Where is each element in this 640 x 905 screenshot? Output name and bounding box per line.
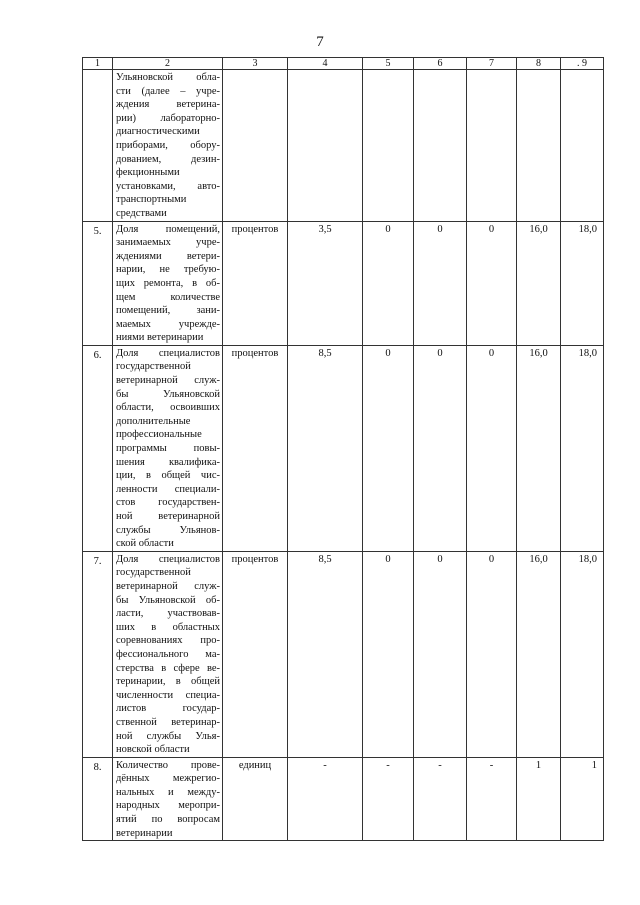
indicator-text-line: занимаемых учре- bbox=[116, 237, 220, 249]
unit-cell bbox=[223, 70, 288, 222]
indicator-text-line: помещений, зани- bbox=[116, 305, 220, 317]
indicator-name-cell bbox=[113, 551, 223, 757]
indicator-text-line: ции, в общей чис- bbox=[116, 470, 220, 482]
indicator-text-line: щем количестве bbox=[116, 291, 220, 303]
indicator-text-line: новской области bbox=[116, 744, 190, 756]
indicator-text-line: транспортными bbox=[116, 194, 187, 206]
table-row bbox=[83, 551, 604, 757]
value-col9-cell: 18,0 bbox=[561, 551, 604, 757]
indicator-text-line: ной ветеринарной bbox=[116, 511, 220, 522]
indicator-text-line: Доля специалистов bbox=[116, 347, 220, 359]
indicator-text-line: дённых межрегио- bbox=[116, 773, 220, 785]
indicator-text-line: установками, авто- bbox=[116, 180, 220, 192]
indicator-text-line: диагностическими bbox=[116, 126, 200, 138]
indicator-text-line: нальных и между- bbox=[116, 786, 220, 798]
value-col8-cell: 16,0 bbox=[517, 551, 561, 757]
page-number: 7 bbox=[316, 34, 324, 50]
indicator-text-line: приборами, обору- bbox=[116, 139, 220, 151]
value-col4-cell: 8,5 bbox=[288, 345, 363, 551]
indicator-text-line: нарии, не требую- bbox=[116, 264, 220, 276]
indicator-text-line: теринарии, в общей bbox=[116, 676, 220, 688]
value-col5-cell: 0 bbox=[363, 551, 414, 757]
indicator-text-line: стов государствен- bbox=[116, 497, 220, 509]
header-cell: 5 bbox=[363, 58, 414, 70]
row-number-cell: 6. bbox=[83, 345, 113, 551]
row-number-cell: 8. bbox=[83, 757, 113, 841]
indicator-text-line: фекционными bbox=[116, 167, 180, 179]
value-col4-cell: - bbox=[288, 757, 363, 841]
header-cell: 4 bbox=[288, 58, 363, 70]
indicator-text-line: маемых учрежде- bbox=[116, 318, 220, 330]
indicator-text-line: ласти, участвовав- bbox=[116, 608, 220, 620]
value-col4-cell bbox=[288, 70, 363, 222]
row-number-cell: 5. bbox=[83, 221, 113, 345]
value-col6-cell bbox=[414, 70, 467, 222]
value-col6-cell: 0 bbox=[414, 221, 467, 345]
indicator-text-line: ждениями ветери- bbox=[116, 250, 220, 262]
value-col6-cell: 0 bbox=[414, 345, 467, 551]
indicator-text-line: численности специа- bbox=[116, 689, 220, 701]
indicator-text-line: государственной bbox=[116, 361, 191, 373]
value-col7-cell: 0 bbox=[467, 221, 517, 345]
value-col7-cell bbox=[467, 70, 517, 222]
indicator-name-cell bbox=[113, 757, 223, 841]
table-row bbox=[83, 757, 604, 841]
indicators-table bbox=[82, 57, 604, 841]
value-col6-cell: 0 bbox=[414, 551, 467, 757]
value-col7-cell: 0 bbox=[467, 345, 517, 551]
value-col6-cell: - bbox=[414, 757, 467, 841]
indicator-name-cell bbox=[113, 345, 223, 551]
value-col8-cell: 1 bbox=[517, 757, 561, 841]
indicator-text-line: ниями ветеринарии bbox=[116, 332, 204, 344]
indicator-text-line: дополнительные bbox=[116, 415, 191, 427]
value-col5-cell: 0 bbox=[363, 345, 414, 551]
indicator-text-line: ветеринарии bbox=[116, 827, 173, 839]
value-col8-cell bbox=[517, 70, 561, 222]
indicator-text-line: ской области bbox=[116, 538, 174, 550]
header-cell: 3 bbox=[223, 58, 288, 70]
header-cell: 1 bbox=[83, 58, 113, 70]
indicator-text-line: ятий по вопросам bbox=[116, 814, 220, 826]
value-col9-cell: 1 bbox=[561, 757, 604, 841]
unit-cell: единиц bbox=[223, 757, 288, 841]
indicator-text-line: листов государ- bbox=[116, 703, 220, 715]
indicator-text-line: службы Ульянов- bbox=[116, 524, 220, 536]
header-cell: . 9 bbox=[561, 58, 604, 70]
header-cell: 7 bbox=[467, 58, 517, 70]
value-col9-cell bbox=[561, 70, 604, 222]
value-col7-cell: 0 bbox=[467, 551, 517, 757]
indicator-text-line: Ульяновской обла- bbox=[116, 72, 220, 83]
indicator-text-line: народных меропри- bbox=[116, 800, 220, 812]
indicator-text-line: государственной bbox=[116, 567, 191, 579]
value-col5-cell: 0 bbox=[363, 221, 414, 345]
value-col4-cell: 8,5 bbox=[288, 551, 363, 757]
indicator-text-line: фессионального ма- bbox=[116, 648, 220, 660]
indicator-text-line: средствами bbox=[116, 207, 167, 219]
indicator-text-line: профессиональные bbox=[116, 429, 202, 441]
indicator-name-cell bbox=[113, 221, 223, 345]
indicator-text-line: ленности специали- bbox=[116, 483, 220, 495]
header-cell: 2 bbox=[113, 58, 223, 70]
value-col5-cell: - bbox=[363, 757, 414, 841]
value-col5-cell bbox=[363, 70, 414, 222]
indicator-text-line: рии) лабораторно- bbox=[116, 112, 220, 124]
value-col8-cell: 16,0 bbox=[517, 345, 561, 551]
table-row bbox=[83, 70, 604, 222]
value-col8-cell: 16,0 bbox=[517, 221, 561, 345]
value-col7-cell: - bbox=[467, 757, 517, 841]
indicator-text-line: ждения ветерина- bbox=[116, 99, 220, 111]
indicator-text-line: Доля помещений, bbox=[116, 223, 220, 235]
header-row bbox=[83, 58, 604, 70]
indicator-text-line: ветеринарной служ- bbox=[116, 375, 220, 387]
row-number-cell: 7. bbox=[83, 551, 113, 757]
header-cell: 6 bbox=[414, 58, 467, 70]
indicator-text-line: стерства в сфере ве- bbox=[116, 662, 220, 674]
value-col4-cell: 3,5 bbox=[288, 221, 363, 345]
header-cell: 8 bbox=[517, 58, 561, 70]
indicator-text-line: области, освоивших bbox=[116, 402, 220, 414]
indicator-text-line: бы Ульяновской об- bbox=[116, 594, 220, 606]
table-row bbox=[83, 345, 604, 551]
indicator-text-line: щих ремонта, в об- bbox=[116, 277, 220, 289]
indicator-text-line: ветеринарной служ- bbox=[116, 580, 220, 592]
unit-cell: процентов bbox=[223, 345, 288, 551]
value-col9-cell: 18,0 bbox=[561, 221, 604, 345]
value-col9-cell: 18,0 bbox=[561, 345, 604, 551]
table-row bbox=[83, 221, 604, 345]
indicator-text-line: дованием, дезин- bbox=[116, 153, 220, 165]
indicator-text-line: шения квалифика- bbox=[116, 456, 220, 468]
row-number-cell bbox=[83, 70, 113, 222]
indicator-text-line: ших в областных bbox=[116, 621, 220, 633]
indicator-text-line: ной службы Улья- bbox=[116, 730, 220, 742]
indicator-text-line: программы повы- bbox=[116, 443, 220, 455]
indicator-text-line: бы Ульяновской bbox=[116, 388, 220, 400]
indicator-text-line: соревнованиях про- bbox=[116, 635, 220, 647]
indicator-text-line: сти (далее – учре- bbox=[116, 85, 220, 97]
indicator-text-line: Доля специалистов bbox=[116, 553, 220, 565]
unit-cell: процентов bbox=[223, 221, 288, 345]
indicator-text-line: ственной ветеринар- bbox=[116, 716, 220, 728]
unit-cell: процентов bbox=[223, 551, 288, 757]
indicator-text-line: Количество прове- bbox=[116, 759, 220, 771]
indicator-name-cell bbox=[113, 70, 223, 222]
